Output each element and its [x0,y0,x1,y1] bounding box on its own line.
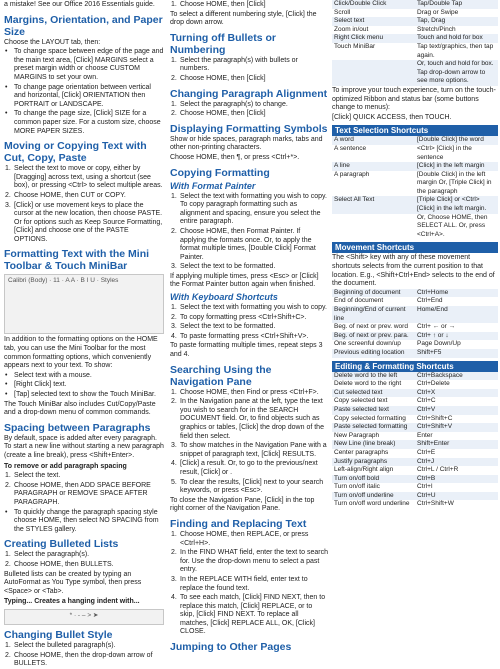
bullet-marker: • [5,371,8,379]
list-item-text: [Tap] selected text to show the Touch MiniBar. [14,391,156,399]
illustration-placeholder: * · - – > ➤ [4,609,164,625]
list-item-text: Select the text with formatting you wish to copy. [180,304,327,312]
table-row [332,332,498,341]
paragraph: To select a different numbering style, [Click] the drop down arrow. [170,10,317,27]
bullet-marker: • [5,381,8,389]
table-cell-action: A word [332,136,415,145]
bullet-marker: • [5,110,8,118]
list-item [4,202,164,245]
list-item-text: In the Navigation pane at the left, type the text you wish to search for in the SEARCH DOCUMENT field. Or, to find objects such as graphics or tables, [Click] the drop down of the field then select. [180,398,324,440]
section-heading: Formatting Text with the Mini Toolbar & Touch MiniBar [4,248,150,273]
table-cell-action: New Paragraph [334,431,380,439]
shortcut-table [332,289,498,358]
table-cell-action: Turn on/off italic [334,483,380,491]
table-cell-shortcut: Or, Choose HOME, then SELECT ALL. Or, press <Ctrl+A>. [417,213,488,238]
step-number: 2. [171,313,177,321]
table-header-bar: Movement Shortcuts [332,242,498,253]
table-cell-action: Select text [332,17,415,26]
list-item-text: [Click] a result. Or, to go to the previous/next result, [Click] or . [180,460,318,476]
list-item [170,479,328,496]
table-cell-shortcut: Touch and hold for box [415,34,498,43]
list-item-text: Choose HOME, then Format Painter. If applying the formats once. Or, to apply the format multiple times, [Double Click] Format Painter. [180,227,316,261]
list-item-text: To quickly change the paragraph spacing style choose HOME, then select NO SPACING from the STYLES gallery. [14,508,159,533]
paragraph: Choose the LAYOUT tab, then: [4,38,101,46]
table-cell-shortcut: Enter [417,431,433,439]
table-cell-shortcut: Ctrl+X [415,389,498,398]
list-item [4,372,164,381]
section-heading: Creating Bulleted Lists [4,538,119,551]
section-heading: Changing Bullet Style [4,628,113,641]
step-number: 3. [171,323,177,331]
table-row [332,60,498,86]
column-middle [170,0,328,654]
paragraph: [Click] QUICK ACCESS, then TOUCH. [332,113,452,121]
table-cell-shortcut: [Triple Click] or <Ctrl> [Click] in the left margin. [415,196,498,213]
table-row [332,406,498,415]
table-cell-action: Previous editing location [332,349,415,358]
list-item [4,652,164,669]
table-row [332,466,498,475]
table-cell-shortcut: Or, touch and hold for box. Tap drop-down arrow to see more options. [415,60,498,86]
table-cell-shortcut: Tap/Double Tap [415,0,498,9]
list-item-text: To change the page size, [Click] SIZE for a common paper size. For a custom size, choose MORE PAPER SIZES. [14,110,161,135]
table-row [332,171,498,197]
table-cell-shortcut: Ctrl+C [417,397,436,405]
table-cell-action: Turn on/off underline [332,492,415,501]
paragraph: a mistake! See our Office 2016 Essentials guide. [4,1,155,8]
list-item [4,110,164,136]
table-cell-action: One screenful down/up [334,340,401,348]
list-item-text: Select the text to move or copy, either by [Dragging] across text, using a shortcut (see box), or pressing <Ctrl> to select multiple areas. [14,165,163,190]
table-cell-action: Zoom in/out [334,25,369,33]
section-heading: Displaying Formatting Symbols [170,122,328,135]
step-number: 2. [5,481,11,489]
table-row [332,323,498,332]
table-cell-action: Center paragraphs [334,448,389,456]
list-item-text: Select the text. [14,472,61,480]
table-row [332,423,498,432]
list-item-text: Select the text to be formatted. [180,263,276,271]
table-cell-shortcut: [Double Click] in the left margin Or, [Triple Click] in the paragraph [417,170,492,195]
column-left [4,0,164,668]
bold-subheading: To remove or add paragraph spacing [4,462,127,470]
section-heading: Spacing between Paragraphs [4,421,151,434]
step-number: 1. [5,472,11,480]
list-item [4,48,164,82]
table-row [332,43,498,60]
table-cell-action [332,214,415,240]
list-item [170,389,328,398]
shortcut-table [332,136,498,239]
list-item [4,391,164,400]
list-item-text: To change space between edge of the page and the main text area, [Click] MARGINS select a preset margin width or choose CUSTOM MARGINS to set your own. [14,48,164,81]
table-cell-action: Left-align/Right align [334,466,394,474]
step-number: 1. [5,165,11,173]
table-cell-action: A line [332,162,415,171]
table-row [332,162,498,171]
table-cell-shortcut: Ctrl+V [415,406,498,415]
section-heading: Searching Using the Navigation Pane [170,363,272,388]
bullet-marker: • [5,48,8,56]
table-header-bar: Editing & Formatting Shortcuts [332,361,498,372]
list-item [170,398,328,441]
list-item-text: Choose HOME, then CUT or COPY. [14,191,126,199]
section-heading: Turning off Bullets or Numbering [170,31,276,56]
table-cell-shortcut: Home/End [415,306,498,323]
list-item-text: Select the text with formatting you wish to copy. To copy paragraph formatting such as alignment and spacing, ensure you select the entire paragraph. [180,192,327,226]
table-cell-action: Beg. of next or prev. word [334,323,408,331]
step-number: 5. [171,478,177,486]
list-item [170,263,328,272]
table-row [332,306,498,323]
bullet-marker: • [5,391,8,399]
section-heading: Jumping to Other Pages [170,641,292,654]
table-cell-action: Click/Double Click [332,0,415,9]
list-item [170,549,328,575]
list-item [170,333,328,342]
table-cell-shortcut: Drag or Swipe [417,8,459,16]
table-cell-shortcut: Ctrl+Shift+C [417,414,453,422]
table-row [332,389,498,398]
list-item-text: To copy formatting press <Ctrl+Shift+C>. [180,313,307,321]
list-item [4,84,164,110]
list-item-text: Select the paragraph(s) with bullets or numbers. [180,56,298,73]
list-item-text: To change page orientation between vertical and horizontal, [Click] ORIENTATION then PORTRAIT or LANDSCAPE. [14,83,151,108]
table-cell-shortcut: Ctrl+I [417,483,433,491]
table-row [332,349,498,358]
step-number: 1. [171,1,177,8]
section-heading: Copying Formatting [170,166,270,179]
section-heading: Margins, Orientation, and Paper Size [4,13,163,38]
section-heading: Finding and Replacing Text [170,517,307,530]
table-cell-shortcut: Tap, Drag [415,17,498,26]
list-item [4,165,164,191]
list-item-text: Choose HOME, then [Click] [180,110,266,118]
table-cell-shortcut: Stretch/Pinch [417,25,456,33]
shortcut-table [332,0,498,86]
list-item [170,193,328,227]
step-number: 4. [171,460,177,468]
table-cell-action: Copy selected formatting [334,414,406,422]
list-item [170,576,328,593]
table-row [332,214,498,240]
list-item [170,531,328,548]
table-cell-action: Copy selected text [334,397,388,405]
table-cell-shortcut: Ctrl+End [417,297,443,305]
table-row [332,483,498,492]
table-cell-action: Right Click menu [332,34,415,43]
list-item-text: Select the text to be formatted. [180,323,276,331]
paragraph: The <Shift> key with any of these movement shortcuts selects from the current position to that location. E.g., <Shift+Ctrl+End> selects to the end of the document. [332,254,495,288]
table-cell-action: Paste selected text [332,406,415,415]
step-number: 2. [171,227,177,235]
list-item-text: Choose HOME, then [Click] [180,74,266,82]
table-cell-action: Turn on/off word underline [334,500,410,508]
table-cell-action: Beginning of document [332,289,415,298]
step-number: 1. [171,56,177,64]
table-cell-shortcut: [Click] in the left margin [415,162,498,171]
subsection-heading: With Keyboard Shortcuts [170,292,278,303]
table-cell-shortcut: Ctrl+Shift+V [415,423,498,432]
table-cell-shortcut: Ctrl+E [417,448,436,456]
list-item [4,381,164,390]
table-cell-shortcut: Ctrl+L / Ctrl+R [417,466,459,474]
paragraph: In addition to the formatting options on the HOME tab, you can use the Mini Toolbar for the most common formatting options, which conveniently appears next to your text. To show: [4,336,158,370]
list-item-text: Choose HOME, then REPLACE, or press <Ctrl+H>. [180,530,309,547]
table-row [332,26,498,35]
table-cell-shortcut: Page Down/Up [417,340,461,348]
table-row [332,196,498,213]
list-item [170,101,328,110]
list-item-text: [Click] or use movement keys to place the cursor at the new location, then choose PASTE. Or for options such as Keep Source Formatting, [Click] and choose one of the PASTE OPTIONS. [14,201,163,243]
table-row [332,0,498,9]
list-item-text: To paste formatting press <Ctrl+Shift+V>. [180,332,309,340]
list-item [4,551,164,560]
table-row [332,297,498,306]
table-cell-shortcut: Ctrl+Backspace [415,372,498,381]
table-cell-shortcut: Ctrl+B [415,475,498,484]
list-item-text: Choose HOME, then [Click] [180,1,266,8]
list-item-text: Select the bulleted paragraph(s). [14,641,116,649]
table-row [332,340,498,349]
paragraph: To close the Navigation Pane, [Click] in the top right corner of the Navigation Pane. [170,496,315,513]
list-item [170,323,328,332]
step-number: 2. [5,651,11,659]
list-item-text: Select the paragraph(s). [14,551,90,559]
table-row [332,145,498,162]
bullet-marker: • [5,508,8,516]
table-cell-action: Paste selected formatting [332,423,415,432]
step-number: 3. [171,575,177,583]
list-item [170,57,328,74]
table-header-bar: Text Selection Shortcuts [332,125,498,136]
paragraph: To improve your touch experience, turn on the touch-optimized Ribbon and status bar (some buttons change to menus): [332,86,496,112]
table-cell-shortcut: Ctrl+Home [415,289,498,298]
paragraph: Choose HOME, then ¶, or press <Ctrl+*>. [170,153,300,161]
list-item-text: Select text with a mouse. [14,371,92,379]
table-cell-action [332,60,415,86]
table-row [332,34,498,43]
table-row [332,136,498,145]
step-number: 1. [171,100,177,108]
bullet-marker: • [5,83,8,91]
subsection-heading: With Format Painter [170,180,256,191]
step-number: 2. [171,110,177,118]
list-item-text: [Right Click] text. [14,381,67,389]
table-cell-action: Touch MiniBar [334,42,376,50]
step-number: 2. [5,191,11,199]
table-row [332,415,498,424]
table-cell-action: A sentence [334,144,367,152]
table-cell-action: Justify paragraphs [332,458,415,467]
column-right [332,0,498,508]
paragraph: If applying multiple times, press <Esc> or [Click] the Format Painter button again when finished. [170,272,319,289]
table-row [332,500,498,509]
paragraph: Show or hide spaces, paragraph marks, tabs and other non-printing characters. [170,135,323,152]
list-item-text: Select the paragraph(s) to change. [180,100,288,108]
table-cell-action: Cut selected text [332,389,415,398]
step-number: 4. [171,332,177,340]
table-cell-shortcut: Ctrl+ ← or → [417,323,456,331]
list-item-text: Choose HOME, then the drop-down arrow of BULLETS. [14,651,153,668]
list-item [4,482,164,508]
table-cell-action: Beginning/End of current line [332,306,415,323]
section-heading: Changing Paragraph Alignment [170,87,328,100]
table-cell-shortcut: Shift+Enter [415,440,498,449]
table-cell-shortcut: Shift+F5 [415,349,498,358]
step-number: 2. [5,560,11,568]
table-row [332,458,498,467]
list-item-text: In the FIND WHAT field, enter the text to search for. Use the drop-down menu to select a past entry. [180,549,328,574]
table-row [332,432,498,441]
list-item-text: To clear the results, [Click] next to your search keywords, or press <Esc>. [180,478,324,495]
table-row [332,449,498,458]
list-item [4,472,164,481]
list-item-text: Choose HOME, then BULLETS. [14,560,114,568]
list-item-text: Choose HOME, then ADD SPACE BEFORE PARAGRAPH or REMOVE SPACE AFTER PARAGRAPH. [14,481,151,506]
step-number: 1. [171,530,177,538]
bold-subheading: Typing... Creates a hanging indent with... [4,598,140,606]
table-row [332,492,498,501]
list-item-text: To see each match, [Click] FIND NEXT, then to replace this match, [Click] REPLACE, or to skip, [Click] FIND NEXT. To replace all matches, [Click] REPLACE ALL, OK, [Click] CLOSE. [180,594,326,636]
step-number: 3. [5,201,11,209]
table-row [332,289,498,298]
table-row [332,397,498,406]
step-number: 1. [5,551,11,559]
list-item [170,442,328,459]
table-row [332,380,498,389]
table-cell-shortcut: Tap text/graphics, then tap again. [417,42,494,59]
list-item [4,561,164,570]
list-item [4,642,164,651]
illustration-placeholder: Calibri (Body) · 11 · A A · B I U · Styles [4,274,164,334]
list-item [170,228,328,262]
shortcut-table [332,372,498,510]
step-number: 2. [171,398,177,406]
table-cell-action: Delete word to the right [334,380,402,388]
table-cell-action: Turn on/off bold [332,475,415,484]
table-cell-shortcut: <Ctrl> [Click] in the sentence [417,144,472,161]
list-item [170,110,328,119]
list-item-text: To show matches in the Navigation Pane with a snippet of paragraph text, [Click] RESULTS. [180,442,327,458]
list-item-text: Choose HOME, then Find or press <Ctrl+F>. [180,388,319,396]
list-item-text: In the REPLACE WITH field, enter text to replace the found text. [180,575,308,592]
step-number: 1. [171,304,177,312]
paragraph: Bulleted lists can be created by typing an AutoFormat as You Type symbol, then press <Space> or <Tab>. [4,570,142,595]
step-number: 1. [5,641,11,649]
table-row [332,372,498,381]
section-heading: Moving or Copying Text with Cut, Copy, Paste [4,140,147,165]
table-cell-shortcut: Ctrl+U [415,492,498,501]
table-cell-shortcut: Ctrl+Delete [417,380,450,388]
paragraph: To paste formatting multiple times, repeat steps 3 and 4. [170,342,323,359]
list-item [170,594,328,637]
list-item [170,304,328,313]
table-cell-action: Delete word to the left [332,372,415,381]
list-item [170,460,328,477]
table-cell-action: New Line (line break) [332,440,415,449]
table-cell-shortcut: Ctrl+ ↑ or ↓ [415,332,498,341]
step-number: 1. [171,192,177,200]
table-cell-action: End of document [334,297,384,305]
list-item [170,75,328,84]
table-row [332,475,498,484]
step-number: 4. [171,594,177,602]
table-row [332,440,498,449]
step-number: 3. [171,263,177,271]
table-cell-action: Beg. of next or prev. para. [332,332,415,341]
list-item [170,1,328,10]
step-number: 1. [171,388,177,396]
list-item [4,192,164,201]
step-number: 2. [171,74,177,82]
paragraph: By default, space is added after every paragraph. To start a new line without starting a new paragraph (create a line break), press <Shift+Enter>. [4,434,164,459]
table-cell-shortcut: [Double Click] the word [415,136,498,145]
table-cell-action: Scroll [334,8,351,16]
list-item [170,314,328,323]
step-number: 3. [171,442,177,450]
table-cell-shortcut: Ctrl+Shift+W [417,500,454,508]
table-cell-action: Select All Text [332,196,415,213]
list-item [4,509,164,535]
table-row [332,17,498,26]
paragraph: The Touch MiniBar also includes Cut/Copy/Paste and a drop-down menu of common commands. [4,400,156,417]
step-number: 2. [171,549,177,557]
table-row [332,9,498,18]
table-cell-action: A paragraph [334,170,370,178]
table-cell-shortcut: Ctrl+J [415,458,498,467]
